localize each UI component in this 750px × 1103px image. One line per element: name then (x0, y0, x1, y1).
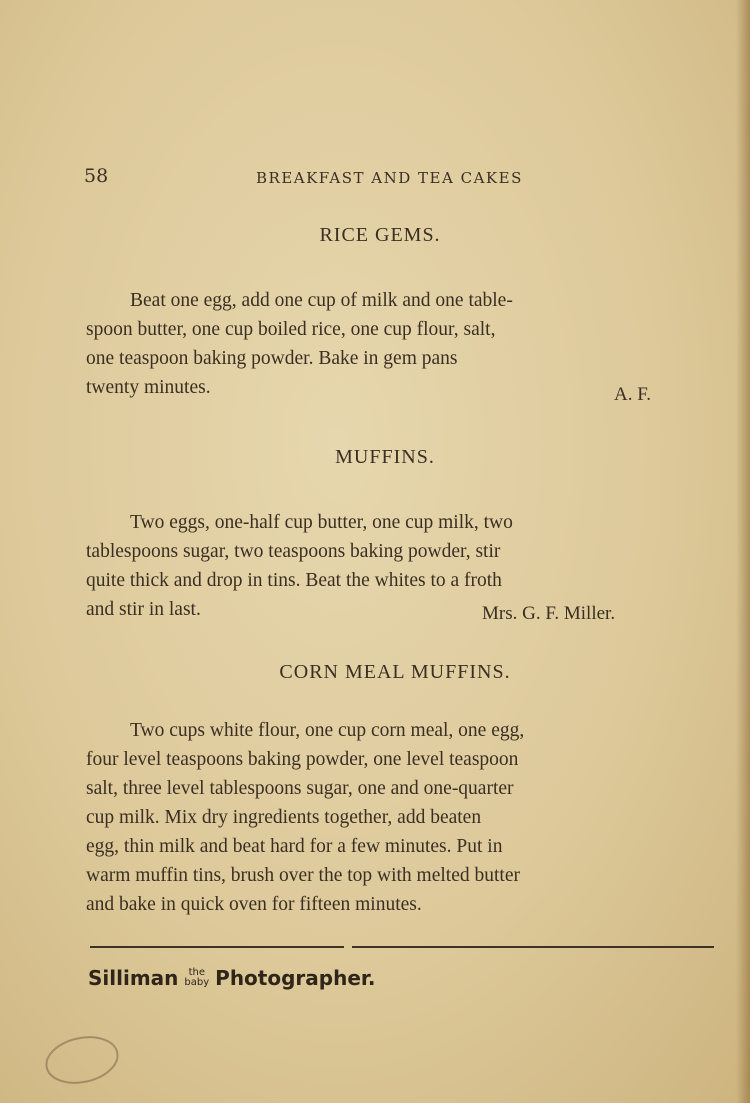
footer-small-bottom: baby (184, 977, 210, 988)
recipe-line: quite thick and drop in tins. Beat the whites to a froth (86, 570, 502, 591)
recipe-body-muffins (86, 508, 712, 624)
recipe-title-corn-meal-muffins: CORN MEAL MUFFINS. (279, 661, 511, 683)
recipe-line: twenty minutes. (86, 377, 211, 398)
recipe-attribution-muffins: Mrs. G. F. Miller. (482, 603, 616, 624)
page-number: 58 (84, 165, 109, 187)
recipe-attribution-rice-gems: A. F. (614, 384, 652, 405)
footer-small-top: the (188, 967, 205, 978)
recipe-line: Two cups white flour, one cup corn meal, one egg, (130, 720, 525, 741)
divider-rule-left (90, 946, 344, 948)
recipe-line: Beat one egg, add one cup of milk and one table- (130, 290, 513, 311)
running-head: BREAKFAST AND TEA CAKES (256, 169, 523, 187)
footer-title: Photographer. (215, 966, 376, 990)
page-header (84, 165, 572, 193)
recipe-line: four level teaspoons baking powder, one level teaspoon (86, 749, 519, 770)
recipe-title-muffins: MUFFINS. (335, 446, 435, 468)
recipe-line: spoon butter, one cup boiled rice, one cup flour, salt, (86, 319, 496, 340)
recipe-line: Two eggs, one-half cup butter, one cup milk, two (130, 512, 513, 533)
recipe-title-rice-gems: RICE GEMS. (319, 224, 441, 246)
footer-name: Silliman (88, 966, 179, 990)
recipe-line: warm muffin tins, brush over the top with melted butter (86, 865, 520, 886)
recipe-body-corn-meal-muffins (86, 716, 712, 919)
footer-advertisement (88, 966, 376, 990)
recipe-line: salt, three level tablespoons sugar, one and one-quarter (86, 778, 514, 799)
recipe-line: one teaspoon baking powder. Bake in gem pans (86, 348, 458, 369)
recipe-line: cup milk. Mix dry ingredients together, add beaten (86, 807, 482, 828)
footer-small-text (184, 968, 209, 988)
recipe-line: tablespoons sugar, two teaspoons baking powder, stir (86, 541, 501, 562)
ink-ring-mark (40, 1030, 126, 1090)
recipe-line: egg, thin milk and beat hard for a few minutes. Put in (86, 836, 503, 857)
divider-rule-right (352, 946, 714, 948)
page-spine-shadow (736, 0, 750, 1103)
recipe-line: and stir in last. (86, 599, 201, 620)
recipe-line: and bake in quick oven for fifteen minutes. (86, 894, 422, 915)
